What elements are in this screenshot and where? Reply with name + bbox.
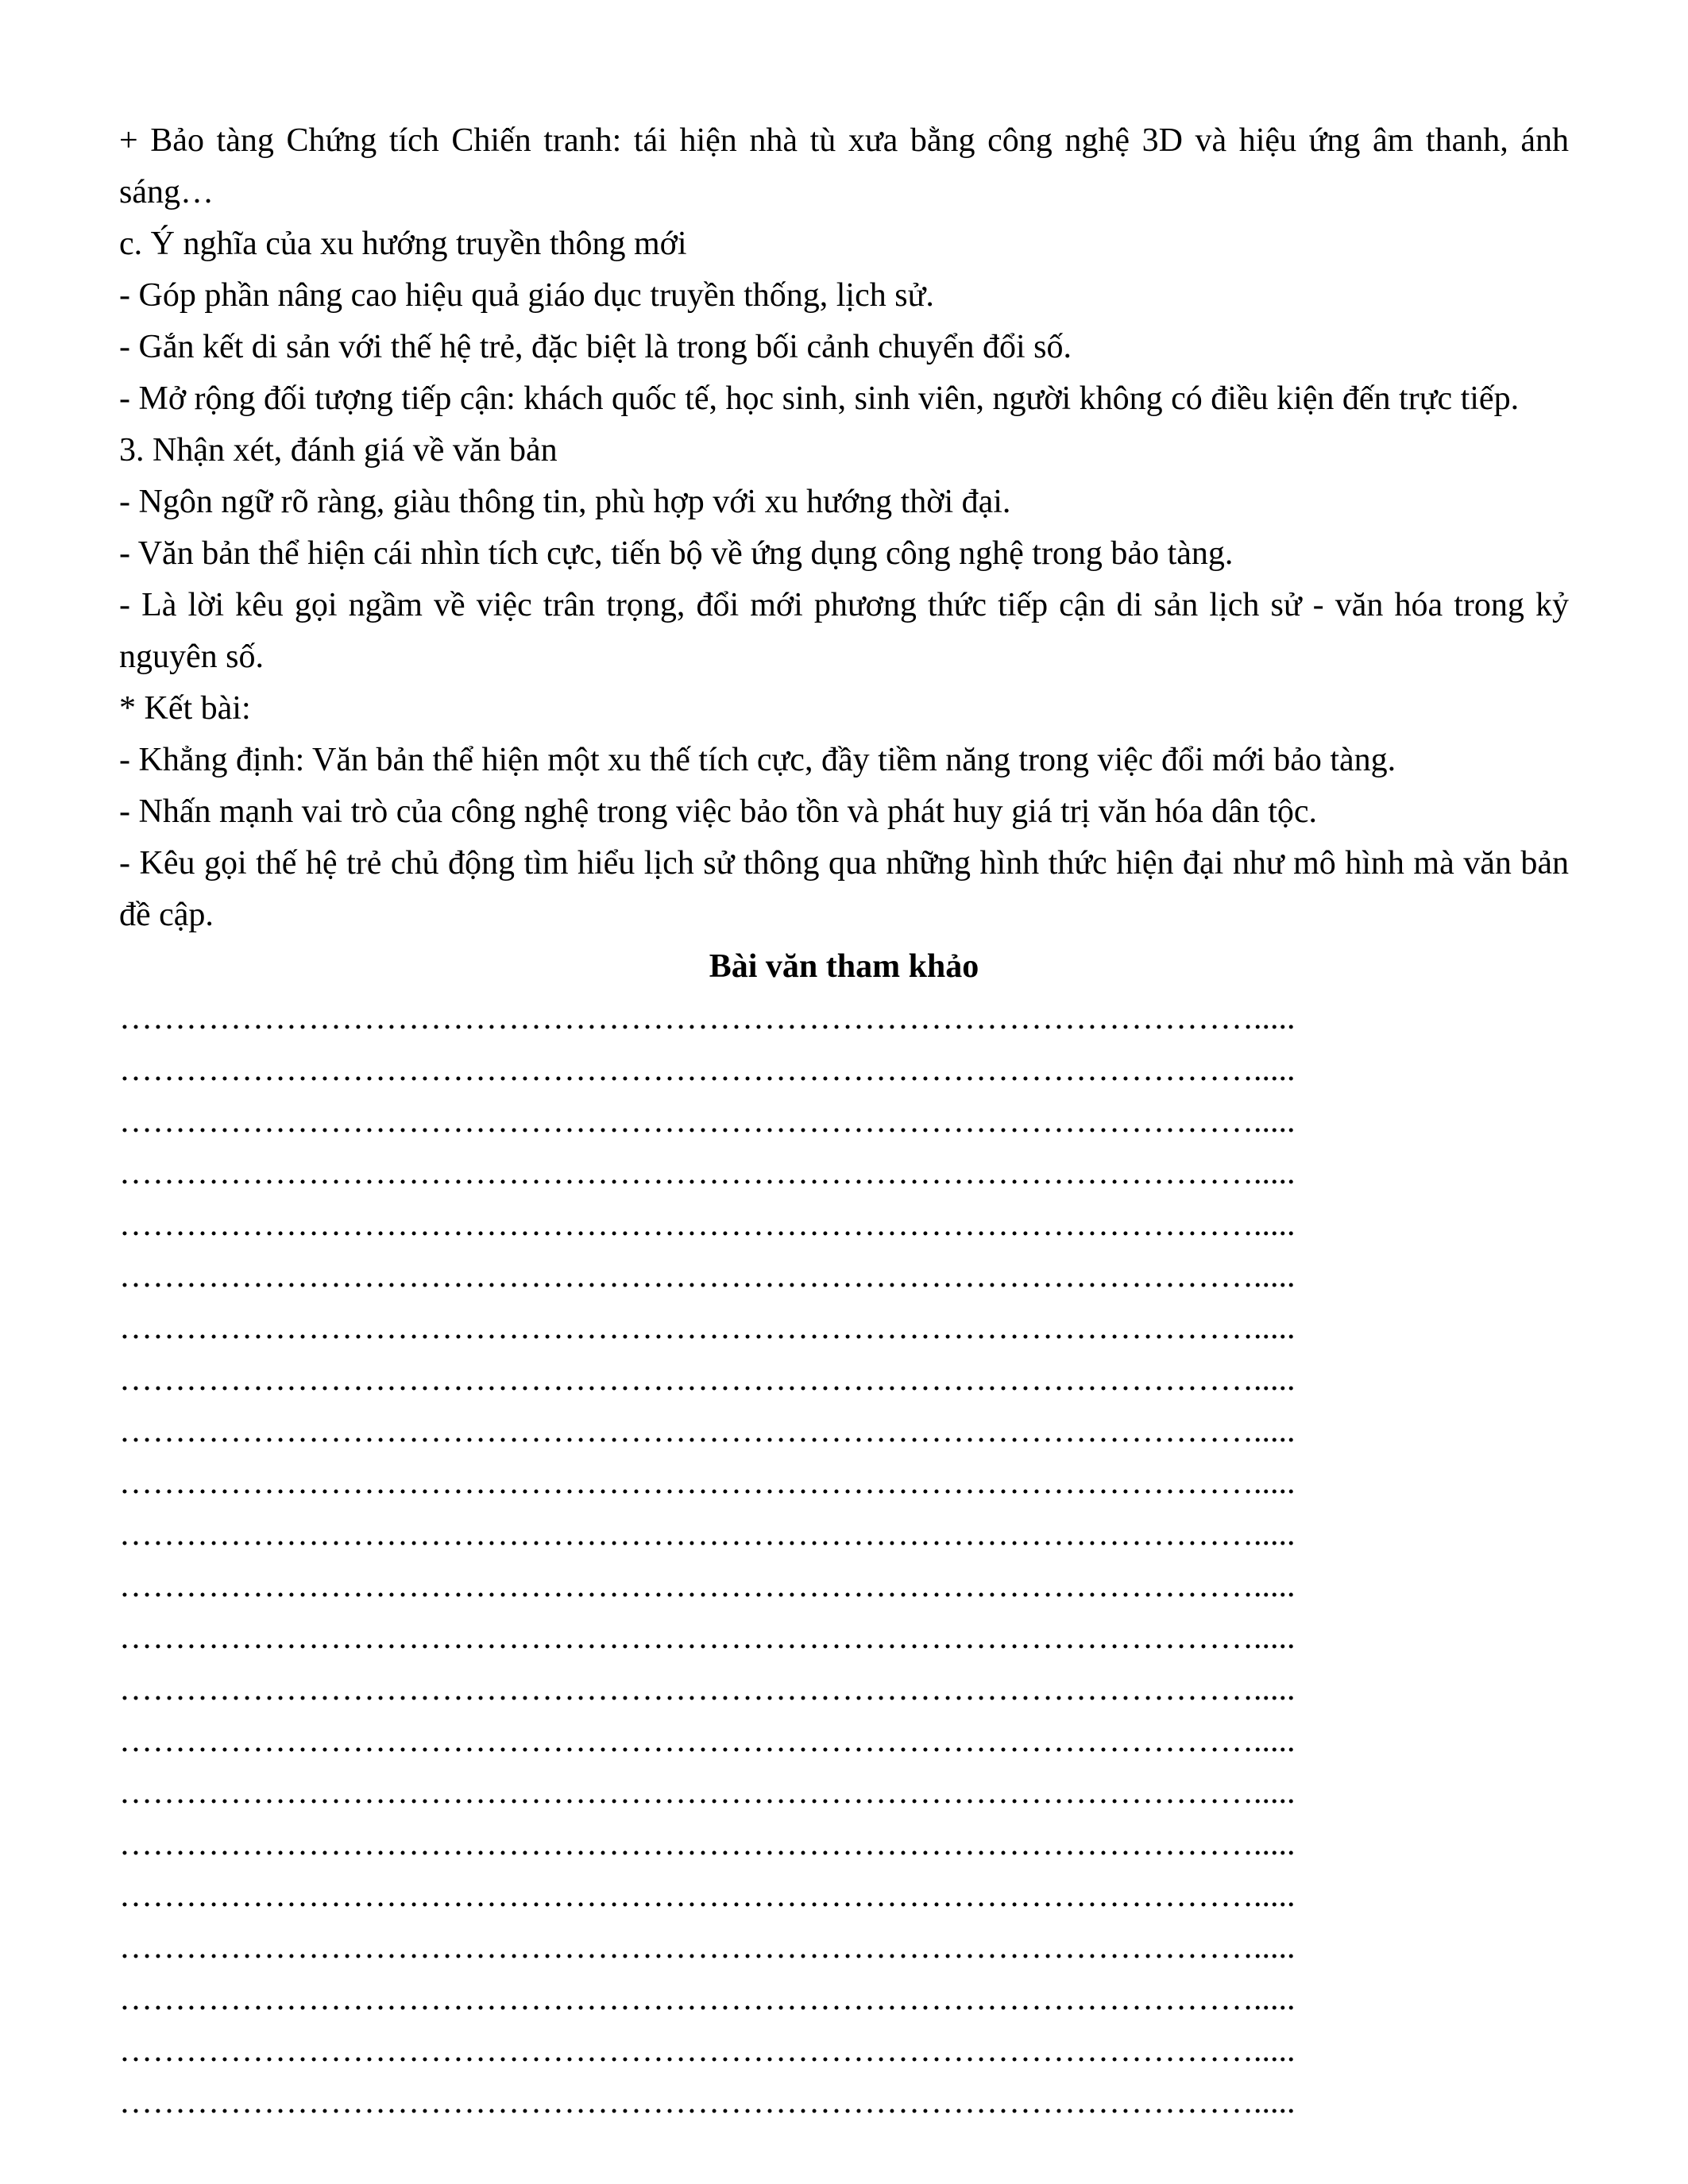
dotted-writing-line: …………………………………………………………………………………………..... [119,1206,1296,1243]
dotted-writing-line: …………………………………………………………………………………………..... [119,1155,1296,1191]
section-heading-meaning: c. Ý nghĩa của xu hướng truyền thông mới [119,226,687,262]
bullet-affirm: - Khẳng định: Văn bản thể hiện một xu thế tích cực, đầy tiềm năng trong việc đổi mới bảo tàng. [119,742,1396,778]
dotted-writing-line: …………………………………………………………………………………………..... [119,1723,1296,1759]
bullet-language: - Ngôn ngữ rõ ràng, giàu thông tin, phù hợp với xu hướng thời đại. [119,484,1011,520]
document-page [119,115,1569,2128]
section-heading-conclusion: * Kết bài: [119,690,251,727]
bullet-positive-view: - Văn bản thể hiện cái nhìn tích cực, tiến bộ về ứng dụng công nghệ trong bảo tàng. [119,535,1234,572]
dotted-writing-line: …………………………………………………………………………………………..... [119,1103,1296,1140]
bullet-young-generation: - Gắn kết di sản với thế hệ trẻ, đặc biệt là trong bối cảnh chuyển đổi số. [119,329,1072,365]
dotted-writing-line: …………………………………………………………………………………………..... [119,1568,1296,1604]
writing-lines [119,993,1569,2128]
dotted-writing-line: …………………………………………………………………………………………..... [119,2084,1296,2120]
dotted-writing-line: …………………………………………………………………………………………..... [119,1516,1296,1553]
bullet-emphasize: - Nhấn mạnh vai trò của công nghệ trong việc bảo tồn và phát huy giá trị văn hóa dân tộc. [119,793,1318,830]
dotted-writing-line: …………………………………………………………………………………………..... [119,1774,1296,1811]
dotted-writing-line: …………………………………………………………………………………………..... [119,1619,1296,1656]
dotted-writing-line: …………………………………………………………………………………………..... [119,1310,1296,1346]
bullet-audience: - Mở rộng đối tượng tiếp cận: khách quốc tế, học sinh, sinh viên, người không có điều kiện đến trực tiếp. [119,380,1520,417]
dotted-writing-line: …………………………………………………………………………………………..... [119,1258,1296,1295]
bullet-implicit-call: - Là lời kêu gọi ngầm về việc trân trọng, đổi mới phương thức tiếp cận di sản lịch sử - văn hóa trong kỷ nguyên số. [119,587,1569,675]
dotted-writing-line: …………………………………………………………………………………………..... [119,1981,1296,2017]
reference-essay-title: Bài văn tham khảo [709,948,979,985]
paragraph-museum-example: + Bảo tàng Chứng tích Chiến tranh: tái hiện nhà tù xưa bằng công nghệ 3D và hiệu ứng âm thanh, ánh sáng… [119,122,1569,210]
dotted-writing-line: …………………………………………………………………………………………..... [119,1464,1296,1501]
dotted-writing-line: …………………………………………………………………………………………..... [119,1413,1296,1449]
dotted-writing-line: …………………………………………………………………………………………..... [119,1000,1296,1036]
dotted-writing-line: …………………………………………………………………………………………..... [119,1826,1296,1862]
dotted-writing-line: …………………………………………………………………………………………..... [119,1877,1296,1914]
dotted-writing-line: …………………………………………………………………………………………..... [119,2032,1296,2069]
bullet-call-to-action: - Kêu gọi thế hệ trẻ chủ động tìm hiểu lịch sử thông qua những hình thức hiện đại như mô hình mà văn bản đề cập. [119,845,1569,933]
dotted-writing-line: …………………………………………………………………………………………..... [119,1671,1296,1707]
dotted-writing-line: …………………………………………………………………………………………..... [119,1929,1296,1966]
section-heading-evaluation: 3. Nhận xét, đánh giá về văn bản [119,432,558,469]
dotted-writing-line: …………………………………………………………………………………………..... [119,1361,1296,1398]
dotted-writing-line: …………………………………………………………………………………………..... [119,1051,1296,1088]
bullet-education: - Góp phần nâng cao hiệu quả giáo dục truyền thống, lịch sử. [119,277,934,314]
